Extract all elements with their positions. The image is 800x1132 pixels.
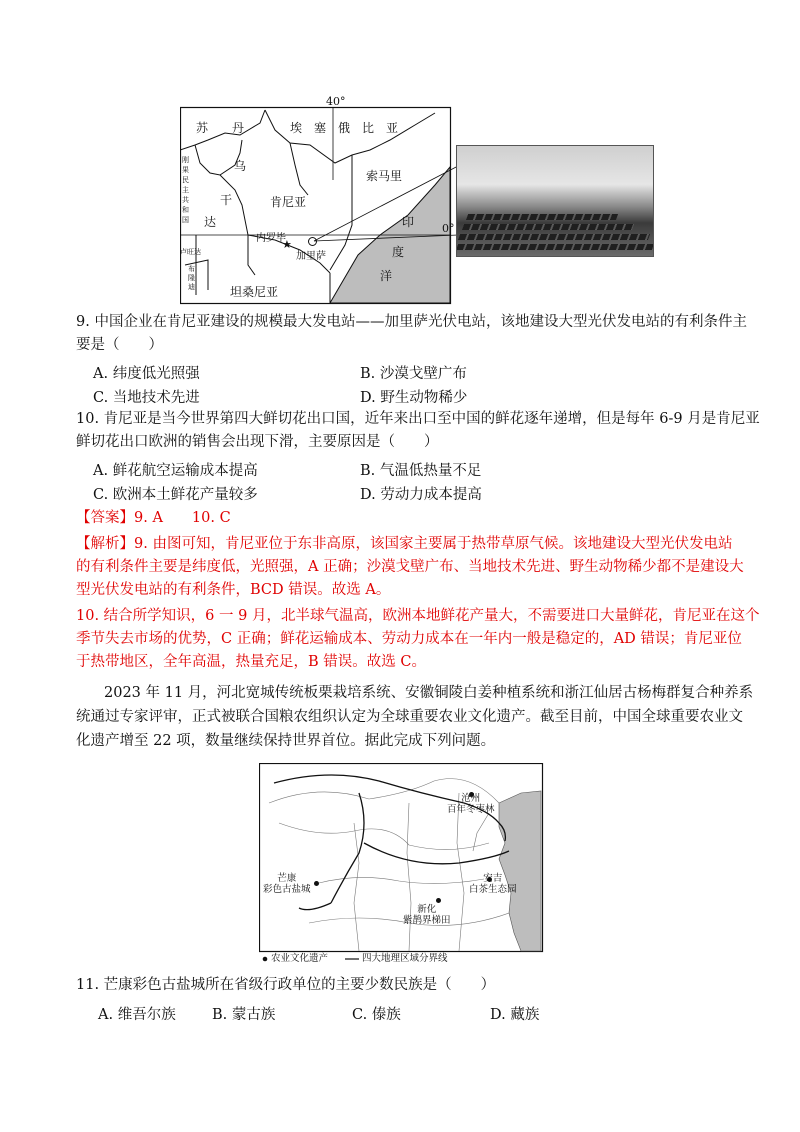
q11-option-c: C. 傣族 (352, 1007, 401, 1023)
label-cangzhou (447, 793, 495, 815)
q11-option-b: B. 蒙古族 (212, 1007, 276, 1023)
analysis-line-3: 型光伏发电站的有利条件，BCD 错误。故选 A。 (76, 582, 391, 598)
label-mangkang-1: 芒康 (277, 873, 297, 884)
intro-line-3: 化遗产增至 22 项，数量继续保持世界首位。据此完成下列问题。 (76, 733, 496, 749)
q10-option-d: D. 劳动力成本提高 (360, 487, 482, 503)
label-ocean-3: 洋 (380, 269, 393, 283)
label-ocean-1: 印 (402, 215, 415, 229)
label-mangkang (263, 873, 311, 895)
label-somalia: 索马里 (366, 169, 403, 183)
label-tanzania: 坦桑尼亚 (230, 285, 279, 299)
q10-option-b: B. 气温低热量不足 (360, 463, 482, 479)
q9-option-b: B. 沙漠戈壁广布 (360, 366, 467, 382)
label-xinhua-2: 紫鹊界梯田 (403, 915, 451, 926)
q11-stem: 11. 芒康彩色古盐城所在省级行政单位的主要少数民族是（ ） (76, 977, 496, 993)
nairobi-star-icon: ★ (282, 238, 292, 251)
label-kenya: 肯尼亚 (270, 195, 307, 209)
label-mangkang-2: 彩色古盐城 (263, 884, 311, 895)
label-anji (469, 873, 517, 895)
label-ethiopia: 埃 塞 俄 比 亚 (290, 121, 399, 135)
site-dot-icon (436, 898, 441, 903)
lat-label: 0° (442, 222, 455, 235)
label-xinhua-1: 新化 (417, 904, 437, 915)
q9-stem-2: 要是（ ） (76, 337, 163, 353)
site-dot-icon (314, 881, 319, 886)
q10-option-c: C. 欧洲本土鲜花产量较多 (93, 487, 258, 503)
q11-option-a: A. 维吾尔族 (98, 1007, 176, 1023)
label-garissa: 加里萨 (296, 251, 326, 262)
legend-line-label: 四大地理区域分界线 (362, 953, 448, 964)
label-uganda-3: 达 (204, 215, 217, 229)
analysis-line-4: 10. 结合所学知识，6 一 9 月，北半球气温高，欧洲本地鲜花产量大，不需要进口大量鲜花，肯尼亚在这个 (76, 608, 760, 624)
label-cangzhou-2: 百年冬枣林 (447, 804, 495, 815)
q9-option-a: A. 纬度低光照强 (93, 366, 200, 382)
q10-stem-1: 10. 肯尼亚是当今世界第四大鲜切花出口国，近年来出口至中国的鲜花逐年递增，但是每年 6-9 月是肯尼亚 (76, 411, 760, 427)
label-drc: 刚果民主共和国 (182, 156, 189, 224)
label-burundi: 布隆迪 (188, 265, 195, 291)
q10-stem-2: 鲜切花出口欧洲的销售会出现下滑，主要原因是（ ） (76, 434, 439, 450)
label-xinhua (403, 904, 451, 926)
label-sudan: 苏 丹 (196, 121, 245, 135)
analysis-line-2: 的有利条件主要是纬度低，光照强，A 正确；沙漠戈壁广布、当地技术先进、野生动物稀少都不是建设大 (76, 559, 744, 575)
label-anji-2: 白茶生态园 (469, 884, 517, 895)
q11-option-d: D. 藏族 (490, 1007, 540, 1023)
china-map (259, 763, 544, 966)
kenya-map (180, 95, 455, 305)
answer-line: 【答案】9. A 10. C (76, 510, 231, 526)
analysis-line-1: 【解析】9. 由图可知，肯尼亚位于东非高原，该国家主要属于热带草原气候。该地建设大型光伏发电站 (76, 536, 733, 552)
analysis-line-6: 于热带地区，全年高温，热量充足，B 错误。故选 C。 (76, 654, 426, 670)
q9-option-c: C. 当地技术先进 (93, 390, 200, 406)
q10-option-a: A. 鲜花航空运输成本提高 (93, 463, 258, 479)
label-uganda-1: 乌 (234, 159, 247, 173)
label-cangzhou-1: 沧州 (461, 793, 481, 804)
label-uganda-2: 干 (220, 193, 233, 207)
q9-stem-1: 9. 中国企业在肯尼亚建设的规模最大发电站——加里萨光伏电站，该地建设大型光伏发电站的有利条件主 (76, 314, 747, 330)
label-ocean-2: 度 (392, 245, 405, 259)
label-nairobi: 内罗毕 (256, 233, 286, 244)
analysis-line-5: 季节失去市场的优势，C 正确；鲜花运输成本、劳动力成本在一年内一般是稳定的，AD 错误；肯尼亚位 (76, 631, 742, 647)
intro-line-2: 统通过专家评审，正式被联合国粮农组织认定为全球重要农业文化遗产。截至目前，中国全球重要农业文 (76, 709, 743, 725)
q9-option-d: D. 野生动物稀少 (360, 390, 468, 406)
solar-plant-photo (456, 145, 654, 257)
label-rwanda: 卢旺达 (180, 248, 201, 256)
intro-line-1: 2023 年 11 月，河北宽城传统板栗栽培系统、安徽铜陵白姜种植系统和浙江仙居古杨梅群复合种养系 (104, 685, 754, 701)
china-map-drawing (259, 763, 544, 966)
legend-site-label: 农业文化遗产 (271, 953, 329, 964)
label-anji-1: 安吉 (483, 873, 503, 884)
lon-label: 40° (326, 95, 346, 108)
